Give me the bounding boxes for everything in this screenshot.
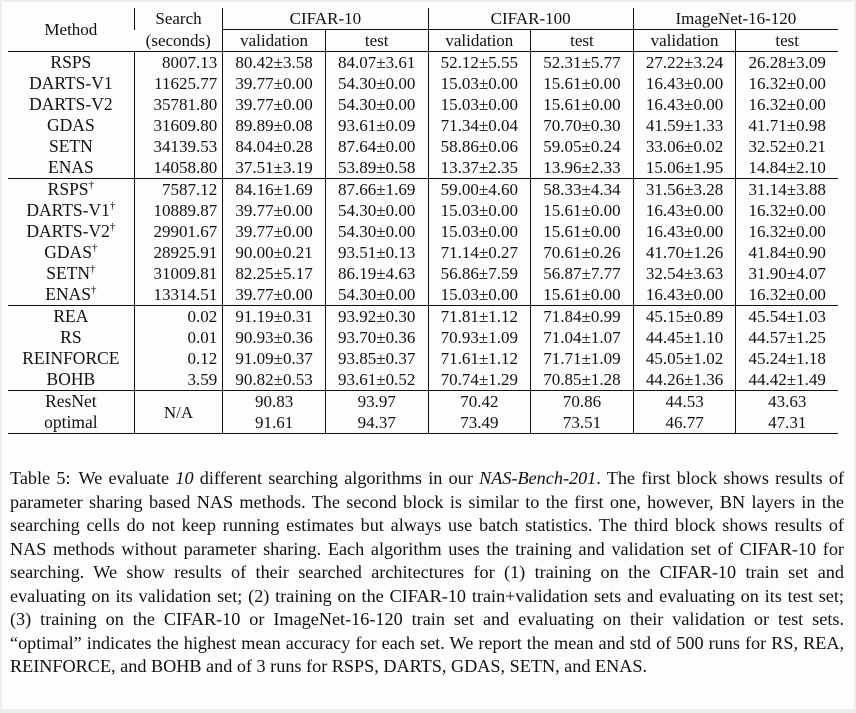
accuracy-cell: 80.42±3.58 xyxy=(223,52,326,74)
search-time-cell: 34139.53 xyxy=(134,136,223,157)
results-table-body xyxy=(8,52,838,434)
accuracy-cell: 15.61±0.00 xyxy=(531,200,634,221)
subheader-test: test xyxy=(531,30,634,52)
accuracy-cell: 15.06±1.95 xyxy=(633,157,736,179)
subheader-test: test xyxy=(736,30,838,52)
accuracy-cell: 16.32±0.00 xyxy=(736,221,838,242)
accuracy-cell: 15.61±0.00 xyxy=(531,221,634,242)
caption-emphasis: 10 xyxy=(175,468,194,488)
table-row xyxy=(8,242,838,263)
accuracy-cell: 45.15±0.89 xyxy=(633,306,736,328)
accuracy-cell: 84.16±1.69 xyxy=(223,179,326,201)
accuracy-cell: 44.26±1.36 xyxy=(633,369,736,391)
method-header: Method xyxy=(44,20,98,39)
method-name: DARTS-V1 xyxy=(29,72,113,93)
accuracy-cell: 41.84±0.90 xyxy=(736,242,838,263)
method-cell: ResNet xyxy=(8,391,134,413)
subheader-test: test xyxy=(325,30,428,52)
accuracy-cell: 70.74±1.29 xyxy=(428,369,531,391)
accuracy-cell: 91.09±0.37 xyxy=(223,348,326,369)
accuracy-cell: 16.32±0.00 xyxy=(736,200,838,221)
table-row xyxy=(8,200,838,221)
accuracy-cell: 37.51±3.19 xyxy=(223,157,326,179)
accuracy-cell: 39.77±0.00 xyxy=(223,221,326,242)
accuracy-cell: 39.77±0.00 xyxy=(223,73,326,94)
accuracy-cell: 87.64±0.00 xyxy=(325,136,428,157)
dagger-mark: † xyxy=(109,199,116,212)
accuracy-cell: 93.61±0.52 xyxy=(325,369,428,391)
search-time-cell: 11625.77 xyxy=(134,73,223,94)
method-cell xyxy=(8,94,134,115)
method-cell xyxy=(8,52,134,74)
accuracy-cell: 15.03±0.00 xyxy=(428,94,531,115)
caption-text xyxy=(10,468,844,676)
dataset-header-imagenet: ImageNet-16-120 xyxy=(633,8,838,30)
accuracy-cell: 71.84±0.99 xyxy=(531,306,634,328)
accuracy-cell: 31.90±4.07 xyxy=(736,263,838,284)
method-cell xyxy=(8,284,134,306)
accuracy-cell: 93.70±0.36 xyxy=(325,327,428,348)
caption-segment: different searching algorithms in our xyxy=(193,468,480,488)
accuracy-cell: 41.71±0.98 xyxy=(736,115,838,136)
dagger-mark: † xyxy=(91,241,98,254)
accuracy-cell: 13.96±2.33 xyxy=(531,157,634,179)
accuracy-cell: 15.03±0.00 xyxy=(428,221,531,242)
accuracy-cell: 93.61±0.09 xyxy=(325,115,428,136)
accuracy-cell: 44.42±1.49 xyxy=(736,369,838,391)
method-cell xyxy=(8,115,134,136)
accuracy-cell: 52.31±5.77 xyxy=(531,52,634,74)
accuracy-cell: 41.59±1.33 xyxy=(633,115,736,136)
accuracy-cell: 15.61±0.00 xyxy=(531,73,634,94)
accuracy-cell: 93.92±0.30 xyxy=(325,306,428,328)
accuracy-cell: 33.06±0.02 xyxy=(633,136,736,157)
caption-label: Table 5: xyxy=(10,468,71,488)
table-row xyxy=(8,284,838,306)
accuracy-cell: 70.61±0.26 xyxy=(531,242,634,263)
accuracy-cell: 59.05±0.24 xyxy=(531,136,634,157)
table-row xyxy=(8,52,838,74)
accuracy-cell: 13.37±2.35 xyxy=(428,157,531,179)
accuracy-cell: 73.49 xyxy=(428,412,531,434)
dataset-header-cifar10: CIFAR-10 xyxy=(223,8,428,30)
subheader-validation: validation xyxy=(428,30,531,52)
table-row xyxy=(8,369,838,391)
method-cell xyxy=(8,136,134,157)
method-cell xyxy=(8,221,134,242)
accuracy-cell: 86.19±4.63 xyxy=(325,263,428,284)
accuracy-cell: 71.61±1.12 xyxy=(428,348,531,369)
search-time-cell: 0.02 xyxy=(134,306,223,328)
accuracy-cell: 39.77±0.00 xyxy=(223,200,326,221)
accuracy-cell: 71.14±0.27 xyxy=(428,242,531,263)
method-cell xyxy=(8,306,134,328)
subheader-validation: validation xyxy=(223,30,326,52)
search-time-cell: 10889.87 xyxy=(134,200,223,221)
accuracy-cell: 90.93±0.36 xyxy=(223,327,326,348)
accuracy-cell: 16.43±0.00 xyxy=(633,200,736,221)
accuracy-cell: 39.77±0.00 xyxy=(223,94,326,115)
accuracy-cell: 46.77 xyxy=(633,412,736,434)
table-row xyxy=(8,136,838,157)
accuracy-cell: 71.71±1.09 xyxy=(531,348,634,369)
method-cell: optimal xyxy=(8,412,134,434)
accuracy-cell: 84.07±3.61 xyxy=(325,52,428,74)
method-cell xyxy=(8,179,134,201)
method-cell xyxy=(8,242,134,263)
accuracy-cell: 45.24±1.18 xyxy=(736,348,838,369)
method-name: SETN xyxy=(48,135,93,156)
accuracy-cell: 41.70±1.26 xyxy=(633,242,736,263)
table-row xyxy=(8,263,838,284)
accuracy-cell: 70.86 xyxy=(531,391,634,413)
method-cell xyxy=(8,157,134,179)
accuracy-cell: 71.04±1.07 xyxy=(531,327,634,348)
dagger-mark: † xyxy=(109,220,116,233)
method-name: DARTS-V2 xyxy=(26,220,110,241)
accuracy-cell: 54.30±0.00 xyxy=(325,73,428,94)
accuracy-cell: 93.85±0.37 xyxy=(325,348,428,369)
accuracy-cell: 90.00±0.21 xyxy=(223,242,326,263)
accuracy-cell: 45.54±1.03 xyxy=(736,306,838,328)
accuracy-cell: 14.84±2.10 xyxy=(736,157,838,179)
dataset-header-cifar100: CIFAR-100 xyxy=(428,8,633,30)
accuracy-cell: 15.03±0.00 xyxy=(428,200,531,221)
accuracy-cell: 15.03±0.00 xyxy=(428,284,531,306)
table-row xyxy=(8,73,838,94)
accuracy-cell: 93.51±0.13 xyxy=(325,242,428,263)
method-cell xyxy=(8,369,134,391)
dagger-mark: † xyxy=(90,283,97,296)
accuracy-cell: 44.45±1.10 xyxy=(633,327,736,348)
search-time-cell: 28925.91 xyxy=(134,242,223,263)
search-time-cell: 29901.67 xyxy=(134,221,223,242)
accuracy-cell: 71.81±1.12 xyxy=(428,306,531,328)
search-time-cell: 31609.80 xyxy=(134,115,223,136)
accuracy-cell: 73.51 xyxy=(531,412,634,434)
accuracy-cell: 26.28±3.09 xyxy=(736,52,838,74)
search-time-cell: 31009.81 xyxy=(134,263,223,284)
accuracy-cell: 54.30±0.00 xyxy=(325,94,428,115)
search-time-cell: 8007.13 xyxy=(134,52,223,74)
search-time-cell: N/A xyxy=(134,391,223,434)
method-name: REINFORCE xyxy=(22,347,120,368)
method-name: GDAS xyxy=(44,241,92,262)
table-row xyxy=(8,327,838,348)
accuracy-cell: 54.30±0.00 xyxy=(325,200,428,221)
accuracy-cell: 32.54±3.63 xyxy=(633,263,736,284)
accuracy-cell: 16.32±0.00 xyxy=(736,94,838,115)
search-time-cell: 3.59 xyxy=(134,369,223,391)
accuracy-cell: 53.89±0.58 xyxy=(325,157,428,179)
table-row xyxy=(8,157,838,179)
accuracy-cell: 56.86±7.59 xyxy=(428,263,531,284)
method-cell xyxy=(8,348,134,369)
method-name: RSPS xyxy=(47,178,89,199)
subheader-validation: validation xyxy=(633,30,736,52)
accuracy-cell: 70.93±1.09 xyxy=(428,327,531,348)
accuracy-cell: 54.30±0.00 xyxy=(325,284,428,306)
accuracy-cell: 31.14±3.88 xyxy=(736,179,838,201)
accuracy-cell: 15.03±0.00 xyxy=(428,73,531,94)
table-caption xyxy=(10,467,844,679)
table-row xyxy=(8,348,838,369)
accuracy-cell: 27.22±3.24 xyxy=(633,52,736,74)
search-header-line1: Search xyxy=(134,8,223,30)
table-row xyxy=(8,391,838,413)
accuracy-cell: 90.83 xyxy=(223,391,326,413)
accuracy-cell: 71.34±0.04 xyxy=(428,115,531,136)
accuracy-cell: 16.43±0.00 xyxy=(633,221,736,242)
accuracy-cell: 87.66±1.69 xyxy=(325,179,428,201)
accuracy-cell: 31.56±3.28 xyxy=(633,179,736,201)
method-cell xyxy=(8,200,134,221)
accuracy-cell: 54.30±0.00 xyxy=(325,221,428,242)
accuracy-cell: 56.87±7.77 xyxy=(531,263,634,284)
accuracy-cell: 16.43±0.00 xyxy=(633,73,736,94)
method-name: ENAS xyxy=(45,283,91,304)
caption-segment: . The first block shows results of parameter sharing based NAS methods. The second block is similar to the first one, however, BN layers in the searching cells do not keep running estimates but always use batch statistics. The third block shows results of NAS methods without parameter sharing. Each algorithm uses the training and validation set of CIFAR-10 for searching. We show results of their searched architectures for (1) training on the CIFAR-10 train set and evaluating on its validation set; (2) training on the CIFAR-10 train+validation sets and evaluating on its test set; (3) training on the CIFAR-10 or ImageNet-16-120 train set and evaluating on their validation or test sets. “optimal” indicates the highest mean accuracy for each set. We report the mean and std of 500 runs for RS, REA, REINFORCE, and BOHB and of 3 runs for RSPS, DARTS, GDAS, SETN, and ENAS. xyxy=(10,468,844,676)
accuracy-cell: 94.37 xyxy=(325,412,428,434)
accuracy-cell: 89.89±0.08 xyxy=(223,115,326,136)
accuracy-cell: 47.31 xyxy=(736,412,838,434)
accuracy-cell: 15.61±0.00 xyxy=(531,284,634,306)
method-cell xyxy=(8,327,134,348)
accuracy-cell: 93.97 xyxy=(325,391,428,413)
accuracy-cell: 16.43±0.00 xyxy=(633,94,736,115)
caption-segment: We evaluate xyxy=(78,468,176,488)
accuracy-cell: 70.70±0.30 xyxy=(531,115,634,136)
accuracy-cell: 70.85±1.28 xyxy=(531,369,634,391)
dagger-mark: † xyxy=(89,262,96,275)
caption-emphasis: NAS-Bench-201 xyxy=(479,468,597,488)
accuracy-cell: 58.33±4.34 xyxy=(531,179,634,201)
accuracy-cell: 70.42 xyxy=(428,391,531,413)
search-header-line2: (seconds) xyxy=(145,30,211,50)
table-row xyxy=(8,221,838,242)
method-name: GDAS xyxy=(47,114,95,135)
method-cell xyxy=(8,263,134,284)
table-row xyxy=(8,179,838,201)
accuracy-cell: 16.32±0.00 xyxy=(736,284,838,306)
method-cell xyxy=(8,73,134,94)
method-name: RSPS xyxy=(50,51,92,72)
method-name: BOHB xyxy=(46,368,96,389)
method-name: ENAS xyxy=(48,156,94,177)
accuracy-cell: 15.61±0.00 xyxy=(531,94,634,115)
method-name: SETN xyxy=(46,262,90,283)
accuracy-cell: 43.63 xyxy=(736,391,838,413)
accuracy-cell: 91.19±0.31 xyxy=(223,306,326,328)
search-time-cell: 0.12 xyxy=(134,348,223,369)
accuracy-cell: 82.25±5.17 xyxy=(223,263,326,284)
table-row xyxy=(8,115,838,136)
method-name: REA xyxy=(53,305,89,326)
accuracy-cell: 91.61 xyxy=(223,412,326,434)
search-time-cell: 14058.80 xyxy=(134,157,223,179)
dagger-mark: † xyxy=(88,178,95,191)
table-row xyxy=(8,306,838,328)
accuracy-cell: 52.12±5.55 xyxy=(428,52,531,74)
accuracy-cell: 44.53 xyxy=(633,391,736,413)
accuracy-cell: 84.04±0.28 xyxy=(223,136,326,157)
accuracy-cell: 90.82±0.53 xyxy=(223,369,326,391)
paper-page xyxy=(2,2,854,709)
accuracy-cell: 59.00±4.60 xyxy=(428,179,531,201)
table-row xyxy=(8,94,838,115)
method-name: DARTS-V2 xyxy=(29,93,113,114)
header-row-1 xyxy=(8,8,838,30)
accuracy-cell: 44.57±1.25 xyxy=(736,327,838,348)
accuracy-cell: 58.86±0.06 xyxy=(428,136,531,157)
accuracy-cell: 16.32±0.00 xyxy=(736,73,838,94)
results-table xyxy=(8,8,838,434)
method-name: DARTS-V1 xyxy=(26,199,110,220)
search-time-cell: 7587.12 xyxy=(134,179,223,201)
search-time-cell: 35781.80 xyxy=(134,94,223,115)
accuracy-cell: 16.43±0.00 xyxy=(633,284,736,306)
table-row xyxy=(8,412,838,434)
accuracy-cell: 39.77±0.00 xyxy=(223,284,326,306)
accuracy-cell: 32.52±0.21 xyxy=(736,136,838,157)
search-time-cell: 13314.51 xyxy=(134,284,223,306)
accuracy-cell: 45.05±1.02 xyxy=(633,348,736,369)
search-time-cell: 0.01 xyxy=(134,327,223,348)
method-name: RS xyxy=(60,326,82,347)
